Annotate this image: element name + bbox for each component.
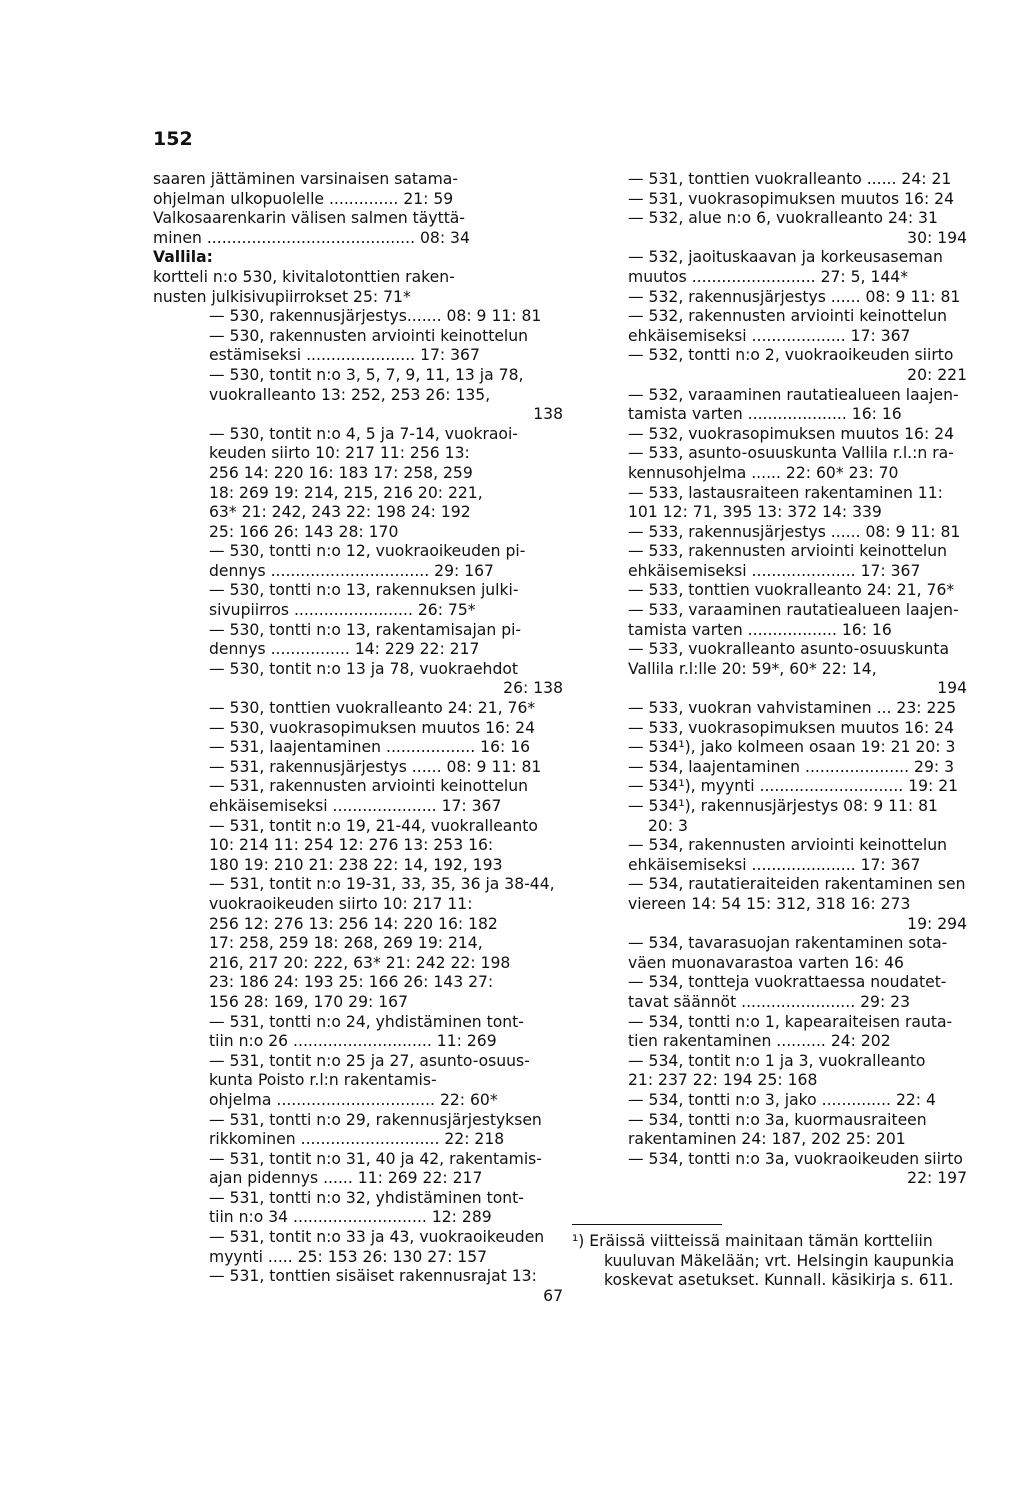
index-entry-line: rikkominen ............................ 22: 218 [209, 1130, 505, 1149]
index-entry-line: keuden siirto 10: 217 11: 256 13: [209, 444, 470, 463]
index-entry [153, 248, 563, 268]
index-entry [572, 307, 967, 346]
index-entry-line: kunta Poisto r.l:n rakentamis- [209, 1071, 437, 1090]
index-entry-line: dennys ................................ 29: 167 [209, 561, 494, 580]
index-entry-line: — 533, vuokran vahvistaminen ... 23: 225 [628, 699, 957, 718]
index-entry-line: — 531, rakennusten arviointi keinottelun [209, 777, 529, 796]
index-entry-line: — 534¹), jako kolmeen osaan 19: 21 20: 3 [628, 738, 956, 757]
index-entry-line: ehkäisemiseksi ..................... 17: 367 [209, 797, 502, 815]
index-entry-line: 22: 197 [907, 1169, 967, 1188]
index-entry [572, 875, 967, 934]
index-entry-line: — 533, varaaminen rautatiealueen laajen- [628, 601, 959, 620]
index-entry-line: — 534, rakennusten arviointi keinottelun [628, 836, 948, 855]
index-entry-line: — 530, vuokrasopimuksen muutos 16: 24 [209, 718, 536, 737]
index-entry [153, 170, 563, 209]
index-entry-line: kortteli n:o 530, kivitalotonttien raken- [153, 267, 455, 286]
index-entry-line: — 532, tontti n:o 2, vuokraoikeuden siirto [628, 346, 954, 365]
index-entry-line: — 533, vuokralleanto asunto-osuuskunta [628, 640, 950, 659]
index-entry-line: 25: 166 26: 143 28: 170 [209, 522, 399, 541]
index-entry-line: — 531, tontit n:o 33 ja 43, vuokraoikeuden [209, 1228, 545, 1247]
index-entry-line: tamista varten .................... 16: 16 [628, 405, 902, 424]
index-entry-line: — 530, tontit n:o 13 ja 78, vuokraehdot [209, 659, 518, 678]
index-entry-line: — 531, tonttien vuokralleanto ...... 24: 21 [628, 170, 952, 188]
index-entry-line: — 534, laajentaminen ..................... 29: 3 [628, 757, 955, 776]
index-entry-line: — 534¹), rakennusjärjestys 08: 9 11: 81 20: 3 [628, 797, 938, 835]
index-entry [572, 973, 967, 1012]
index-entry-line: myynti ..... 25: 153 26: 130 27: 157 [209, 1247, 488, 1266]
index-entry [572, 425, 967, 445]
index-entry-line: Valkosaarenkarin välisen salmen täyttä- [153, 209, 465, 228]
index-entry-line: — 530, rakennusjärjestys....... 08: 9 11: 81 [209, 307, 542, 326]
index-entry-line: ehkäisemiseksi ................... 17: 367 [628, 326, 911, 345]
index-entry [153, 1111, 563, 1150]
index-entry-line: tamista varten .................. 16: 16 [628, 620, 892, 639]
index-entry-line: — 531, tontit n:o 19, 21-44, vuokralleanto [209, 816, 538, 835]
index-entry [572, 288, 967, 308]
index-entry-line: 30: 194 [907, 228, 967, 247]
index-entry-line: — 531, tontit n:o 19-31, 33, 35, 36 ja 38-44, [209, 875, 555, 894]
index-entry-line: tiin n:o 26 ............................ 11: 269 [209, 1032, 497, 1051]
index-entry-line: — 531, tonttien sisäiset rakennusrajat 13: [209, 1267, 537, 1286]
index-entry [153, 738, 563, 758]
index-entry-line: — 530, tontti n:o 13, rakentamisajan pi- [209, 620, 522, 639]
index-entry-line: — 531, tontit n:o 25 ja 27, asunto-osuus- [209, 1051, 530, 1070]
index-entry-line: — 533, vuokrasopimuksen muutos 16: 24 [628, 718, 955, 737]
index-entry [153, 1052, 563, 1111]
index-entry-line: tavat säännöt ....................... 29: 23 [628, 992, 910, 1011]
index-entry-line: ehkäisemiseksi ..................... 17: 367 [628, 561, 921, 580]
index-entry-line: sivupiirros ........................ 26: 75* [209, 601, 476, 620]
index-entry [572, 170, 967, 190]
index-entry-line: nusten julkisivupiirrokset 25: 71* [153, 287, 411, 306]
index-entry-line: — 532, vuokrasopimuksen muutos 16: 24 [628, 424, 955, 443]
index-entry-line: 180 19: 210 21: 238 22: 14, 192, 193 [209, 855, 503, 874]
index-entry [153, 1150, 563, 1189]
index-entry [572, 248, 967, 287]
index-entry [153, 268, 563, 307]
index-entry [153, 817, 563, 876]
index-entry-line: muutos ......................... 27: 5, 144* [628, 267, 909, 286]
index-entry-line: — 530, tontti n:o 13, rakennuksen julki- [209, 581, 519, 600]
index-entry-line: kennusohjelma ...... 22: 60* 23: 70 [628, 463, 899, 482]
index-entry-line: — 533, tonttien vuokralleanto 24: 21, 76* [628, 581, 955, 600]
index-entry [572, 836, 967, 875]
index-entry [572, 209, 967, 248]
footnote: ¹) Eräissä viitteissä mainitaan tämän kortteliin kuuluvan Mäkelään; vrt. Helsingin kaupunkia koskevat asetukset. Kunnall. käsikirja s. 611. [572, 1232, 955, 1290]
index-entry-line: — 534, tontteja vuokrattaessa noudatet- [628, 973, 947, 992]
index-entry-line: 101 12: 71, 395 13: 372 14: 339 [628, 503, 882, 522]
index-entry-line: — 533, lastausraiteen rakentaminen 11: [628, 483, 943, 502]
index-entry [572, 738, 967, 758]
index-entry [572, 1150, 967, 1189]
index-entry-line: tien rakentaminen .......... 24: 202 [628, 1032, 891, 1051]
index-entry [572, 934, 967, 973]
index-entry [572, 484, 967, 523]
index-entry-line: — 532, rakennusjärjestys ...... 08: 9 11: 81 [628, 287, 961, 306]
index-entry-line: — 532, varaaminen rautatiealueen laajen- [628, 385, 959, 404]
index-entry-line: — 532, rakennusten arviointi keinottelun [628, 307, 948, 326]
footnote-divider [572, 1224, 722, 1225]
index-entry-line: 256 14: 220 16: 183 17: 258, 259 [209, 463, 473, 482]
index-entry-line: ehkäisemiseksi ..................... 17: 367 [628, 855, 921, 874]
index-entry-line: minen .......................................... 08: 34 [153, 228, 470, 247]
index-entry [572, 797, 967, 836]
index-entry [572, 1052, 967, 1091]
index-entry [153, 621, 563, 660]
index-entry-line: 10: 214 11: 254 12: 276 13: 253 16: [209, 836, 494, 855]
index-column-right [572, 170, 967, 1189]
index-entry-line: 256 12: 276 13: 256 14: 220 16: 182 [209, 914, 498, 933]
index-entry [572, 190, 967, 210]
index-entry-line: 18: 269 19: 214, 215, 216 20: 221, [209, 483, 483, 502]
index-entry-line: 156 28: 169, 170 29: 167 [209, 992, 408, 1011]
index-entry [153, 660, 563, 699]
index-entry-line: vuokraoikeuden siirto 10: 217 11: [209, 894, 473, 913]
index-entry-line: — 534¹), myynti ............................. 19: 21 [628, 777, 959, 796]
index-entry-line: — 533, asunto-osuuskunta Vallila r.l.:n ra- [628, 444, 954, 463]
index-entry [572, 699, 967, 719]
index-entry [153, 1013, 563, 1052]
index-entry-line: 19: 294 [907, 914, 967, 933]
index-entry-line: — 530, rakennusten arviointi keinottelun [209, 326, 529, 345]
index-entry-line: 63* 21: 242, 243 22: 198 24: 192 [209, 503, 471, 522]
index-entry-line: dennys ................ 14: 229 22: 217 [209, 640, 480, 659]
index-entry-line: Vallila r.l:lle 20: 59*, 60* 22: 14, [628, 659, 877, 678]
index-entry-line: — 530, tonttien vuokralleanto 24: 21, 76* [209, 699, 536, 718]
index-entry [153, 758, 563, 778]
index-entry [572, 719, 967, 739]
index-entry-line: vuokralleanto 13: 252, 253 26: 135, [209, 385, 491, 404]
index-entry-line: 17: 258, 259 18: 268, 269 19: 214, [209, 934, 483, 953]
index-entry-line: 20: 221 [907, 365, 967, 384]
index-entry [153, 425, 563, 543]
index-column-left [153, 170, 563, 1306]
index-entry-line: — 531, tontit n:o 31, 40 ja 42, rakentamis- [209, 1149, 542, 1168]
index-entry [153, 1267, 563, 1306]
index-entry-line: ohjelman ulkopuolelle .............. 21: 59 [153, 189, 454, 208]
index-entry [153, 777, 563, 816]
index-entry [572, 1013, 967, 1052]
index-entry [572, 1091, 967, 1111]
index-entry-line: — 531, rakennusjärjestys ...... 08: 9 11: 81 [209, 757, 542, 776]
index-entry [153, 719, 563, 739]
index-entry-line: — 533, rakennusten arviointi keinottelun [628, 542, 948, 561]
index-entry [572, 1111, 967, 1150]
index-entry [572, 601, 967, 640]
index-entry [572, 542, 967, 581]
index-entry-line: saaren jättäminen varsinaisen satama- [153, 170, 458, 188]
index-entry [153, 542, 563, 581]
index-entry-line: 216, 217 20: 222, 63* 21: 242 22: 198 [209, 953, 511, 972]
index-entry [572, 444, 967, 483]
index-entry-line: väen muonavarastoa varten 16: 46 [628, 953, 904, 972]
index-entry [572, 758, 967, 778]
index-entry [153, 1228, 563, 1267]
index-entry [153, 875, 563, 1012]
index-entry-line: — 534, tavarasuojan rakentaminen sota- [628, 934, 948, 953]
index-entry-line: 138 [533, 405, 563, 424]
index-entry-line: 23: 186 24: 193 25: 166 26: 143 27: [209, 973, 494, 992]
index-entry-line: — 531, tontti n:o 29, rakennusjärjestyksen [209, 1110, 542, 1129]
index-entry-line: ohjelma ................................ 22: 60* [209, 1090, 498, 1109]
index-entry-line: — 530, tontti n:o 12, vuokraoikeuden pi- [209, 542, 526, 561]
index-entry-line: — 534, tontti n:o 3a, kuormausraiteen [628, 1110, 927, 1129]
index-entry-line: 194 [937, 679, 967, 698]
index-entry [572, 640, 967, 699]
index-entry [572, 523, 967, 543]
index-entry-line: — 531, laajentaminen .................. 16: 16 [209, 738, 531, 757]
index-entry-line: — 532, jaoituskaavan ja korkeusaseman [628, 248, 943, 267]
index-entry-line: 26: 138 [503, 679, 563, 698]
index-entry-line: estämiseksi ...................... 17: 367 [209, 346, 480, 365]
index-entry-line: tiin n:o 34 ........................... 12: 289 [209, 1208, 492, 1227]
index-entry-line: — 534, rautatieraiteiden rakentaminen sen [628, 875, 966, 894]
index-entry [572, 581, 967, 601]
index-entry-line: Vallila: [153, 248, 213, 267]
index-entry [153, 581, 563, 620]
index-entry [153, 209, 563, 248]
index-entry-line: — 534, tontti n:o 3, jako .............. 22: 4 [628, 1090, 936, 1109]
index-entry [153, 1189, 563, 1228]
index-entry [153, 327, 563, 366]
index-entry [572, 777, 967, 797]
index-entry-line: — 531, tontti n:o 32, yhdistäminen tont- [209, 1188, 524, 1207]
index-entry [153, 366, 563, 425]
index-entry-line: — 531, vuokrasopimuksen muutos 16: 24 [628, 189, 955, 208]
index-entry [572, 346, 967, 385]
index-entry-line: 67 [543, 1286, 563, 1305]
index-entry [153, 699, 563, 719]
index-entry-line: — 530, tontit n:o 3, 5, 7, 9, 11, 13 ja 78, [209, 365, 524, 384]
page-number: 152 [153, 128, 193, 150]
index-entry-line: — 532, alue n:o 6, vuokralleanto 24: 31 [628, 209, 938, 228]
index-entry-line: — 534, tontti n:o 3a, vuokraoikeuden siirto [628, 1149, 963, 1168]
index-entry-line: ajan pidennys ...... 11: 269 22: 217 [209, 1169, 483, 1188]
index-entry-line: — 530, tontit n:o 4, 5 ja 7-14, vuokraoi- [209, 424, 518, 443]
index-entry-line: — 534, tontti n:o 1, kapearaiteisen rauta- [628, 1012, 953, 1031]
index-entry-line: — 531, tontti n:o 24, yhdistäminen tont- [209, 1012, 524, 1031]
index-entry [572, 386, 967, 425]
index-entry-line: 21: 237 22: 194 25: 168 [628, 1071, 818, 1090]
index-entry-line: rakentaminen 24: 187, 202 25: 201 [628, 1130, 906, 1149]
index-entry [153, 307, 563, 327]
index-entry-line: — 534, tontit n:o 1 ja 3, vuokralleanto [628, 1051, 926, 1070]
index-entry-line: — 533, rakennusjärjestys ...... 08: 9 11: 81 [628, 522, 961, 541]
index-entry-line: viereen 14: 54 15: 312, 318 16: 273 [628, 894, 911, 913]
